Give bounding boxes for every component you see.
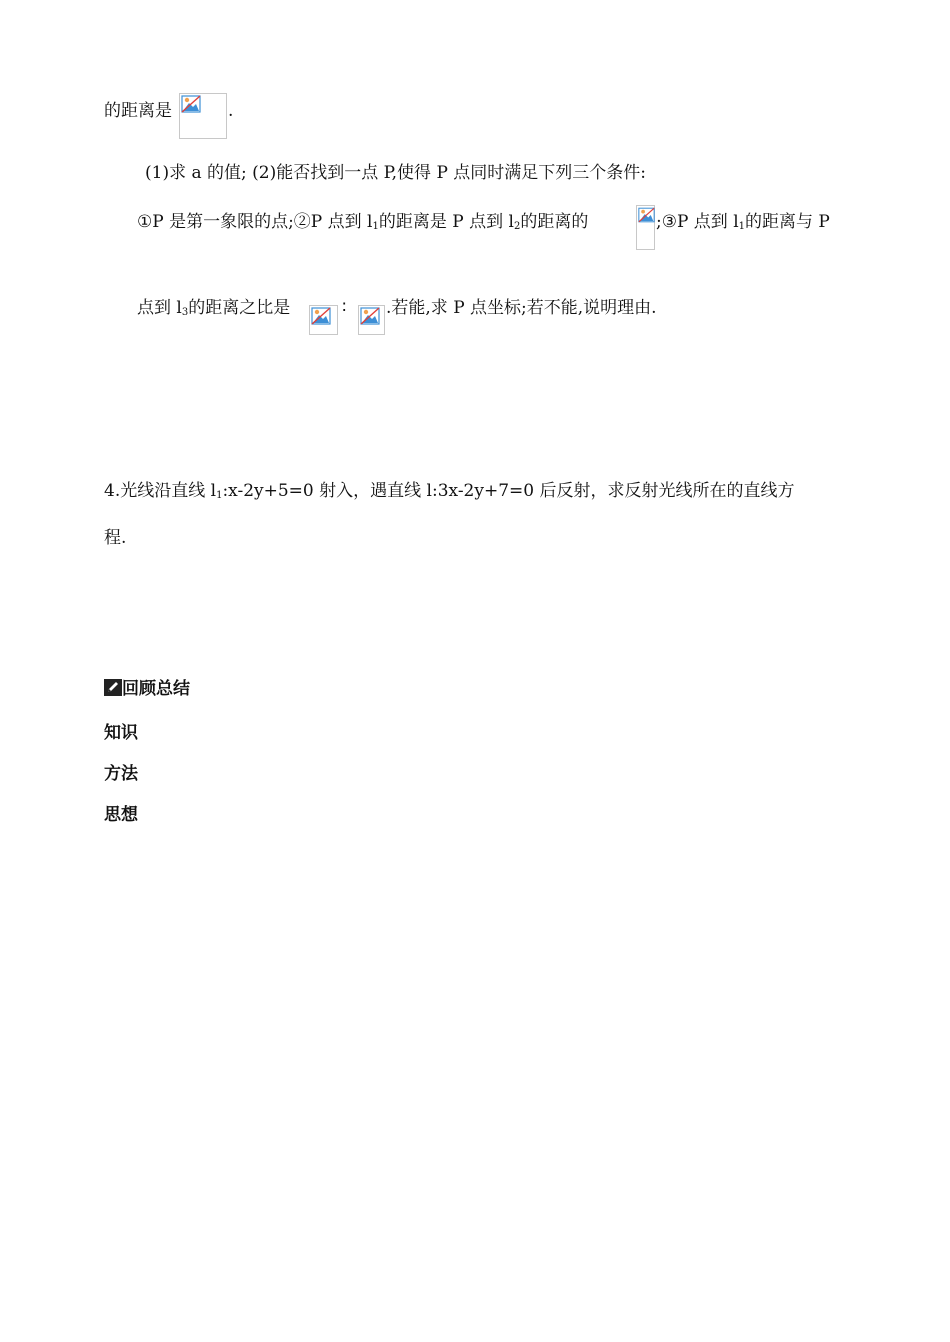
broken-image-icon bbox=[360, 307, 380, 325]
line-4 bbox=[137, 297, 290, 319]
line-3-part-a: ①P 是第一象限的点;②P 点到 l bbox=[137, 212, 373, 232]
formula-image bbox=[179, 93, 227, 139]
period-text: . bbox=[228, 101, 234, 121]
q4-part-c: 程. bbox=[104, 528, 127, 548]
line-3 bbox=[137, 211, 588, 233]
q4-part-a: 4.光线沿直线 l bbox=[104, 481, 217, 501]
colon-text: ∶ bbox=[342, 298, 347, 318]
broken-image-icon bbox=[311, 307, 331, 325]
line-2-text: (1)求 a 的值; (2)能否找到一点 P,使得 P 点同时满足下列三个条件: bbox=[145, 163, 647, 183]
review-item-label: 方法 bbox=[104, 764, 138, 784]
line-3-continued bbox=[656, 211, 830, 233]
line-3-part-c: 的距离的 bbox=[520, 212, 589, 232]
formula-image bbox=[636, 205, 655, 250]
subscript: 1 bbox=[738, 221, 746, 232]
formula-image bbox=[358, 305, 385, 335]
line-3-part-b: 的距离是 P 点到 l bbox=[378, 212, 514, 232]
line-1-text: 的距离是 bbox=[104, 101, 172, 121]
review-heading bbox=[104, 678, 190, 700]
line-4-part-c: .若能,求 P 点坐标;若不能,说明理由. bbox=[386, 298, 657, 318]
ratio-colon bbox=[342, 297, 346, 319]
subscript: 1 bbox=[216, 490, 223, 501]
line-1 bbox=[104, 100, 172, 122]
review-item-method bbox=[104, 763, 138, 785]
formula-image bbox=[309, 305, 338, 335]
line-4-continued bbox=[386, 297, 657, 319]
q4-part-b: :x-2y+5=0 射入，遇直线 l:3x-2y+7=0 后反射，求反射光线所在的直线方 bbox=[222, 481, 795, 501]
subscript: 2 bbox=[513, 221, 521, 232]
broken-image-icon bbox=[181, 95, 201, 113]
question-4 bbox=[104, 480, 795, 502]
pencil-icon bbox=[104, 679, 122, 696]
review-item-label: 知识 bbox=[104, 723, 138, 743]
question-4-continued bbox=[104, 527, 126, 549]
line-4-part-a: 点到 l bbox=[137, 298, 182, 318]
line-4-part-b: 的距离之比是 bbox=[188, 298, 291, 318]
line-2 bbox=[145, 162, 646, 184]
review-title: 回顾总结 bbox=[122, 679, 190, 699]
subscript: 3 bbox=[181, 307, 189, 318]
line-1-period bbox=[228, 100, 233, 122]
line-3-part-d: ;③P 点到 l bbox=[656, 212, 739, 232]
review-item-label: 思想 bbox=[104, 805, 138, 825]
subscript: 1 bbox=[372, 221, 379, 232]
review-item-thought bbox=[104, 804, 138, 826]
review-item-knowledge bbox=[104, 722, 138, 744]
line-3-part-e: 的距离与 P bbox=[745, 212, 830, 232]
broken-image-icon bbox=[638, 207, 655, 223]
